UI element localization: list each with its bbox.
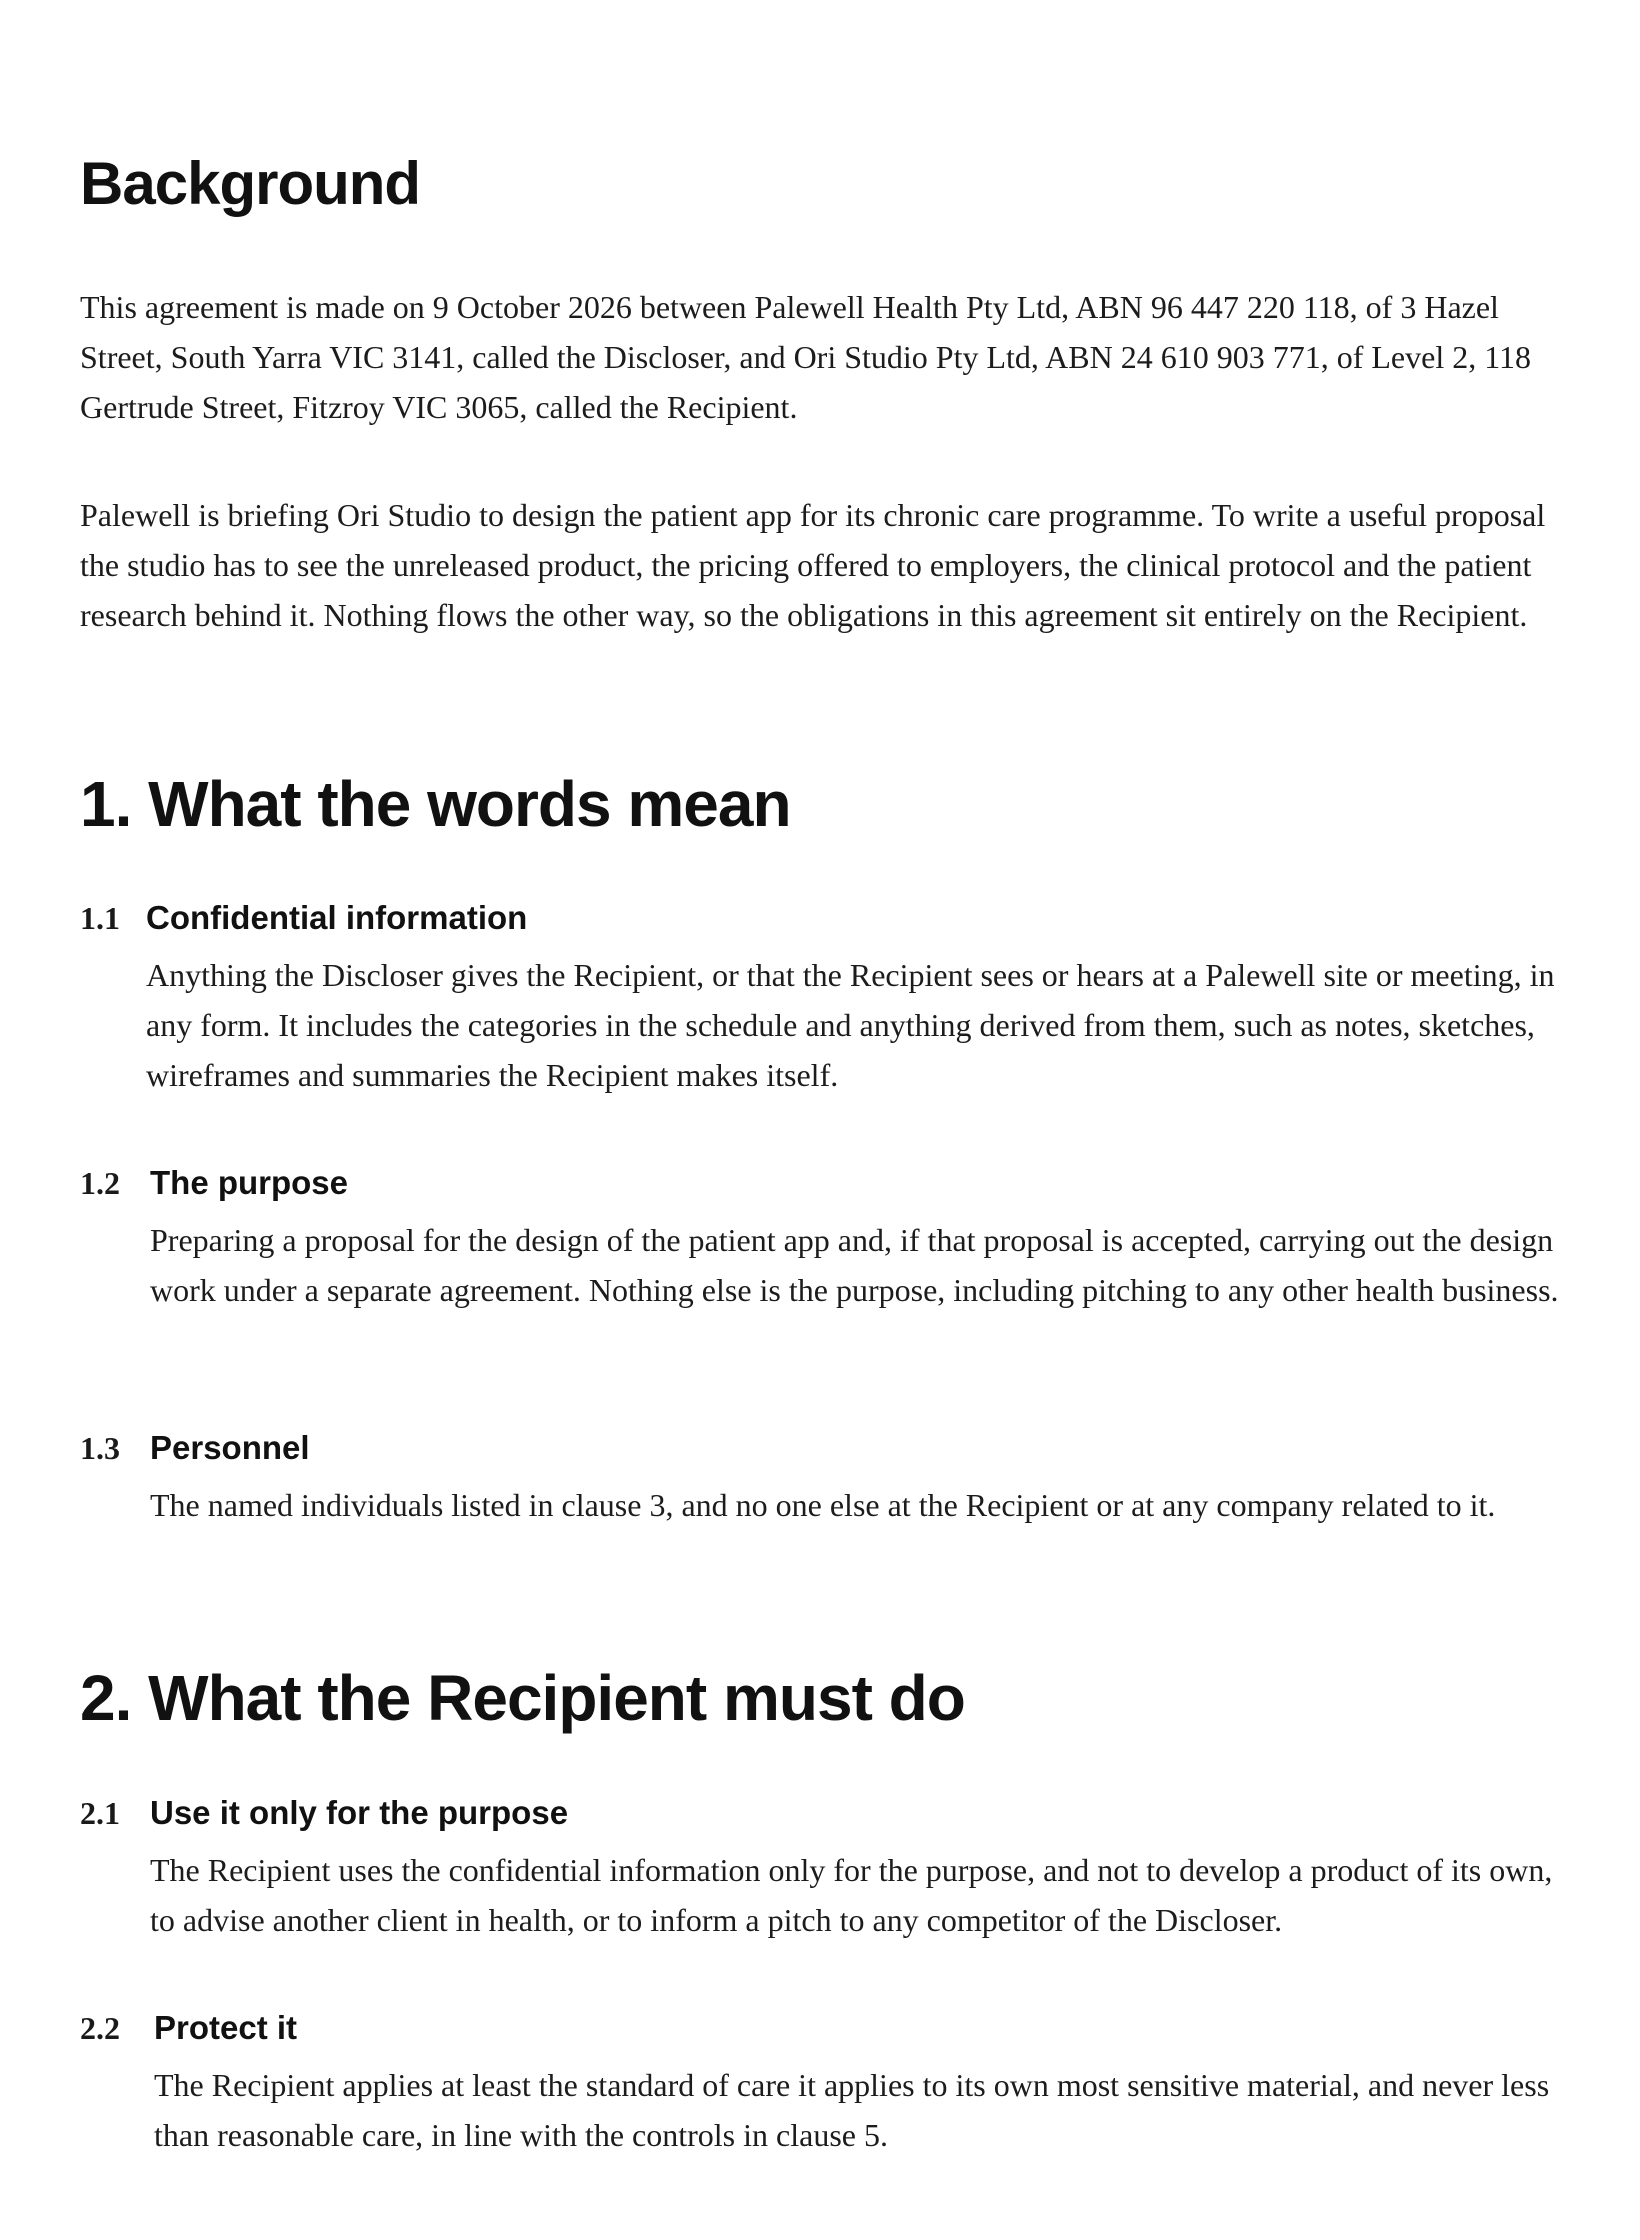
clause-title: Personnel: [150, 1429, 310, 1466]
clause-body: Anything the Discloser gives the Recipient, or that the Recipient sees or hears at a Palewell site or meeting, in any form. It includes the categories in the schedule and anything derived from them, such as notes, sketches, wireframes and summaries the Recipient makes itself.: [146, 957, 1555, 1093]
clause-number: 1.1: [80, 900, 120, 936]
clause-body: The Recipient uses the confidential information only for the purpose, and not to develop a product of its own, to advise another client in health, or to inform a pitch to any competitor of the Discloser.: [150, 1852, 1553, 1938]
clause-title: The purpose: [150, 1164, 349, 1201]
clause-number: 2.2: [80, 2010, 120, 2046]
clause-title: Confidential information: [146, 899, 528, 936]
clause-body: The named individuals listed in clause 3, and no one else at the Recipient or at any company related to it.: [150, 1487, 1496, 1523]
clause-title: Protect it: [154, 2009, 298, 2046]
background-paragraph-2: Palewell is briefing Ori Studio to design the patient app for its chronic care programme. To write a useful proposal the studio has to see the unreleased product, the pricing offered to employers, the clinical protocol and the patient research behind it. Nothing flows the other way, so the obligations in this agreement sit entirely on the Recipient.: [80, 497, 1546, 633]
clause-number: 1.3: [80, 1430, 120, 1466]
background-paragraph-1: This agreement is made on 9 October 2026 between Palewell Health Pty Ltd, ABN 96 447 220 118, of 3 Hazel Street, South Yarra VIC 3141, called the Discloser, and Ori Studio Pty Ltd, ABN 24 610 903 771, of Level 2, 118 Gertrude Street, Fitzroy VIC 3065, called the Recipient.: [80, 289, 1532, 425]
clause-body: Preparing a proposal for the design of the patient app and, if that proposal is accepted, carrying out the design work under a separate agreement. Nothing else is the purpose, including pitching to any other health business.: [150, 1222, 1559, 1308]
section-1-heading: 1. What the words mean: [80, 768, 791, 840]
clause-body: The Recipient applies at least the standard of care it applies to its own most sensitive material, and never less than reasonable care, in line with the controls in clause 5.: [154, 2067, 1550, 2153]
clause-number: 1.2: [80, 1165, 120, 1201]
section-2-heading: 2. What the Recipient must do: [80, 1662, 965, 1734]
clause-number: 2.1: [80, 1795, 120, 1831]
background-heading: Background: [80, 150, 421, 217]
clause-title: Use it only for the purpose: [150, 1794, 569, 1831]
